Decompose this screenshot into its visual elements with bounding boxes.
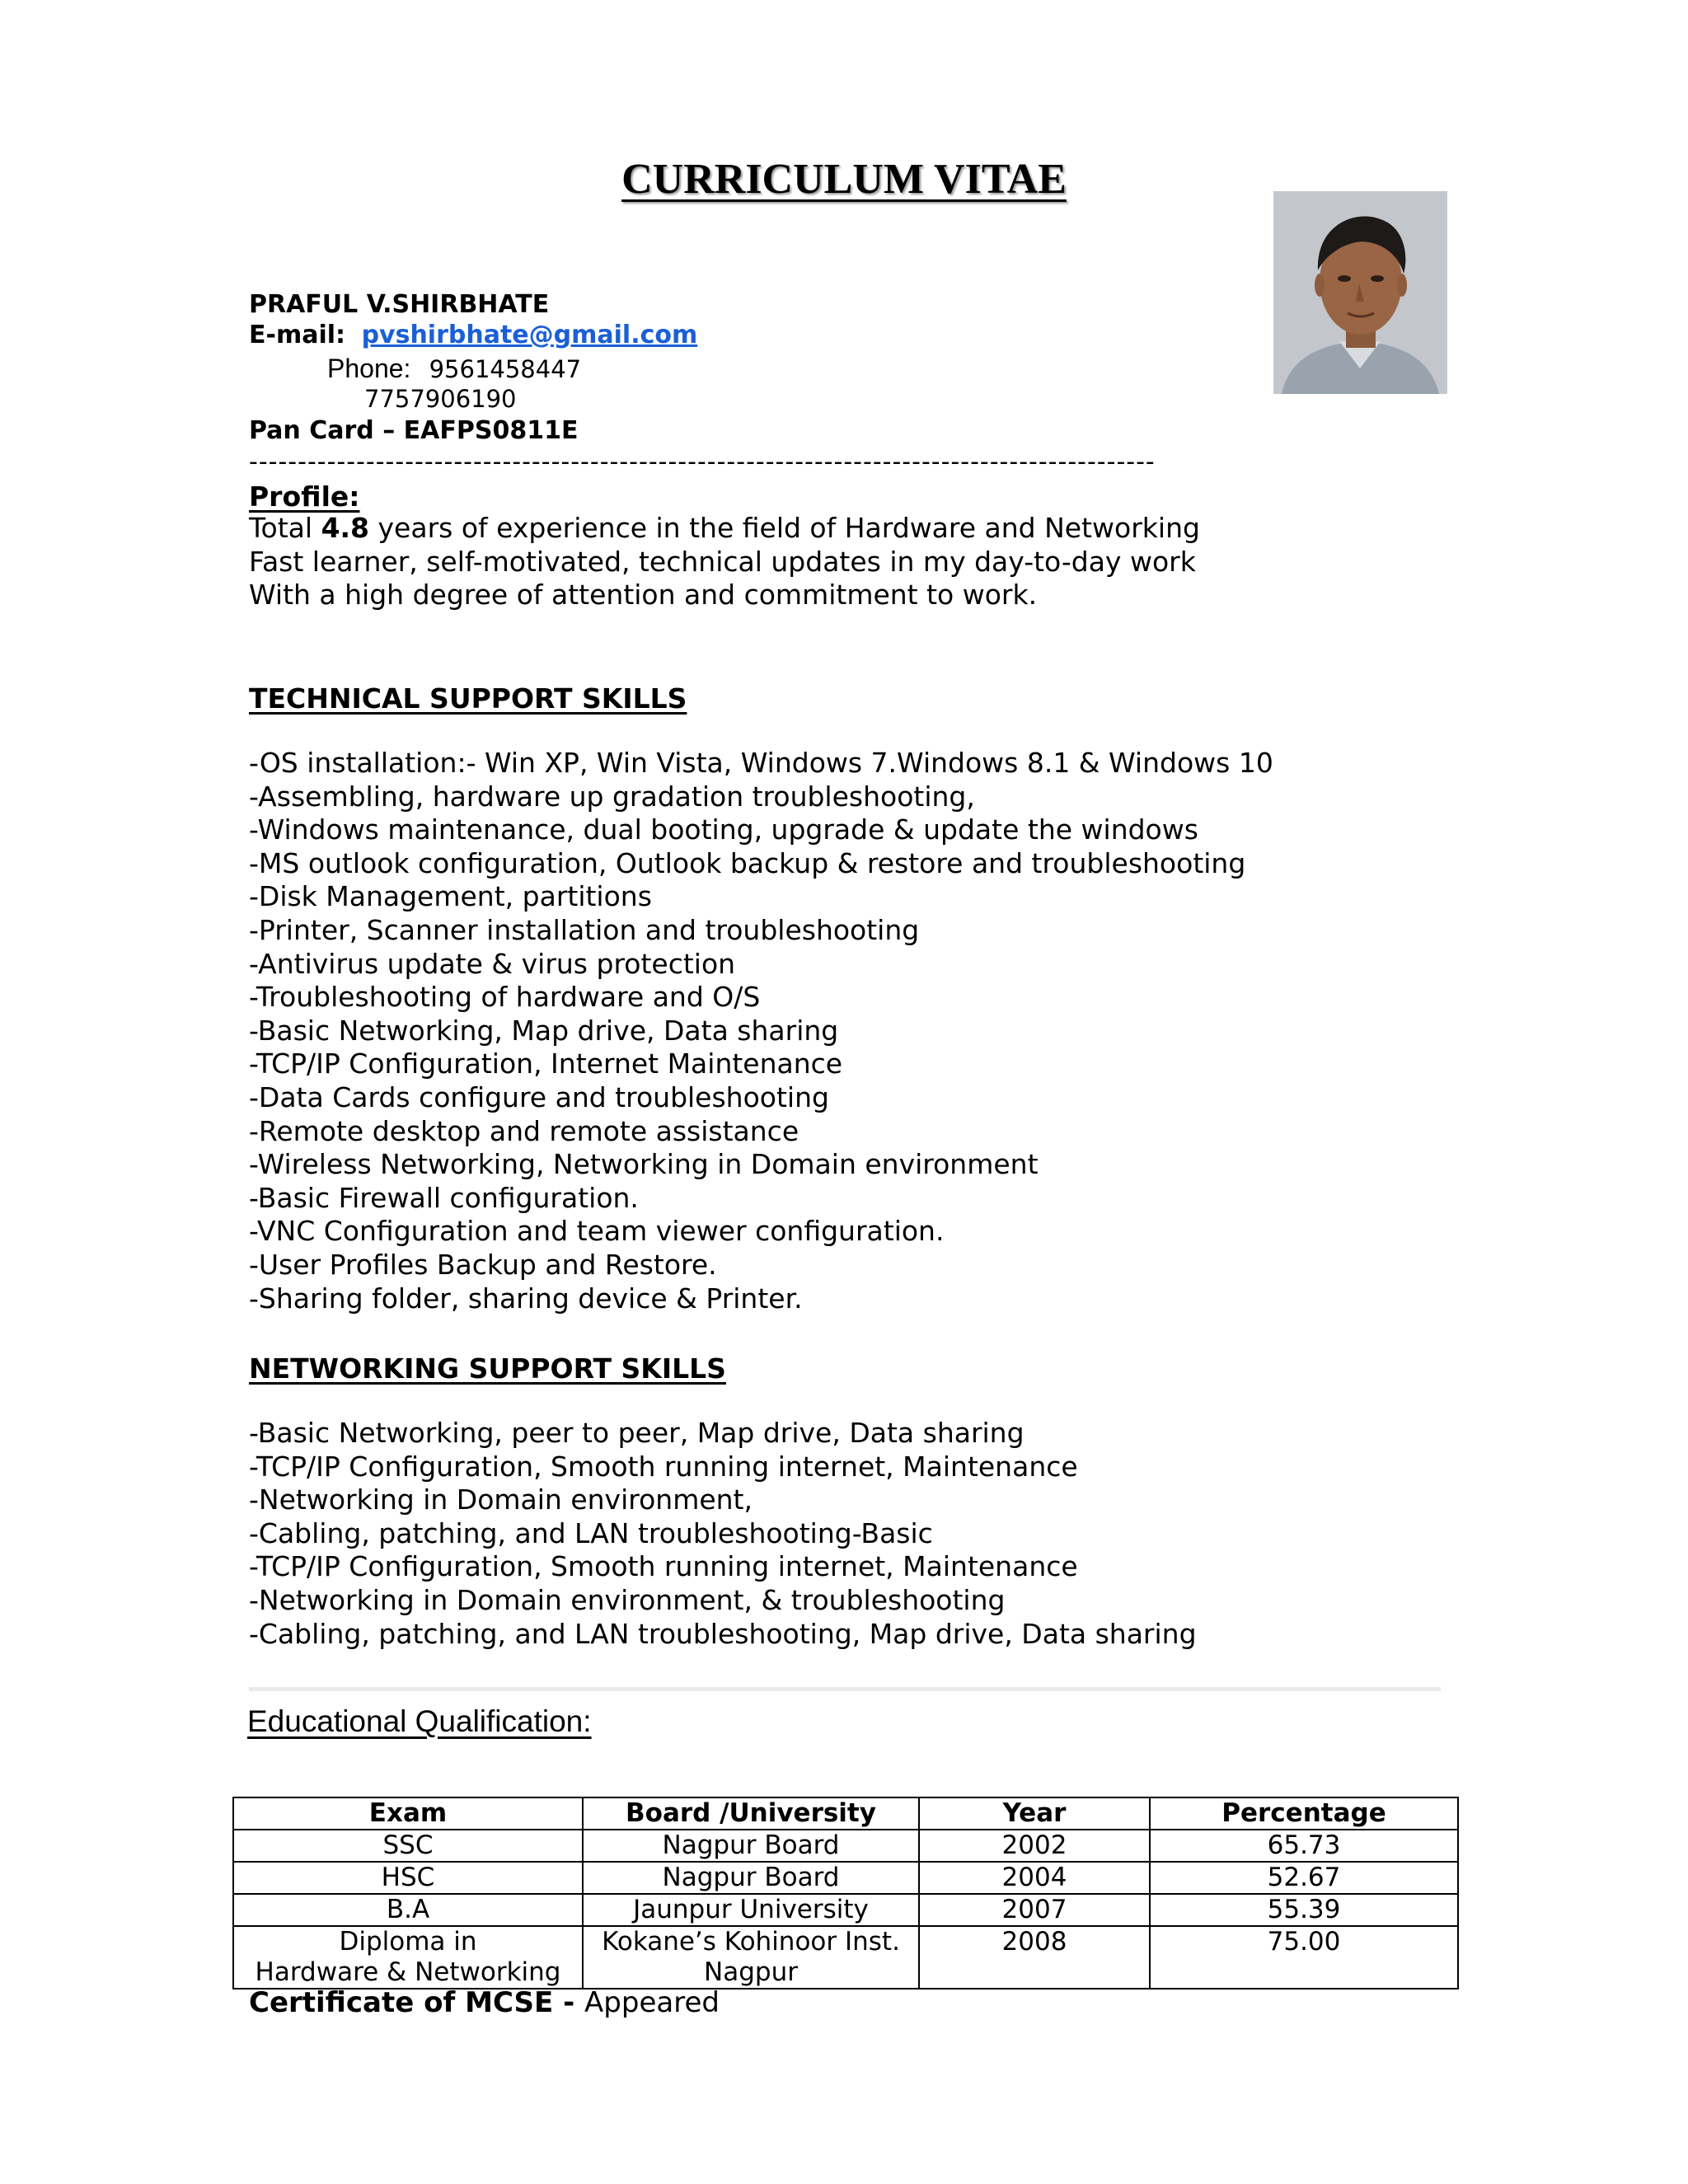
percentage-cell: 52.67 [1150,1862,1458,1894]
list-item: -Antivirus update & virus protection [249,947,736,980]
exam-cell: HSC [233,1862,583,1894]
profile-line-3: With a high degree of attention and commitment to work. [249,579,1038,612]
list-item: -Data Cards configure and troubleshooting [249,1080,829,1113]
year-cell: 2007 [919,1894,1150,1926]
list-item: -Wireless Networking, Networking in Domain environment [249,1148,1039,1181]
certificate-status: Appeared [584,1986,720,2019]
certificate-label: Certificate of MCSE - [249,1986,585,2019]
technical-skills-heading: TECHNICAL SUPPORT SKILLS [249,682,687,715]
exam-cell [233,1926,583,1989]
phone-label: Phone: [327,354,411,383]
board-cell-line-2: Nagpur [704,1957,798,1987]
table-row [233,1926,1458,1989]
list-item: -Basic Networking, peer to peer, Map drive, Data sharing [249,1417,1025,1449]
section-divider [249,1687,1441,1691]
experience-years: 4.8 [321,512,370,544]
column-header-exam: Exam [233,1797,583,1830]
exam-cell: SSC [233,1830,583,1862]
education-table [232,1797,1459,1990]
phone-row [327,353,581,384]
list-item: -Basic Networking, Map drive, Data sharing [249,1014,839,1047]
pan-card: Pan Card – EAFPS0811E [249,416,579,445]
profile-heading: Profile: [249,480,360,513]
board-cell-line-1: Kokane’s Kohinoor Inst. [602,1927,900,1957]
email-link[interactable]: pvshirbhate@gmail.com [361,321,698,349]
list-item: -VNC Configuration and team viewer configuration. [249,1215,945,1248]
column-header-board: Board /University [583,1797,919,1830]
list-item: -Basic Firewall configuration. [249,1181,639,1214]
list-item: -Cabling, patching, and LAN troubleshooting-Basic [249,1516,933,1549]
list-item: -User Profiles Backup and Restore. [249,1248,717,1281]
profile-line-1-start: Total [249,512,321,544]
table-row [233,1894,1458,1926]
exam-cell-line-2: Hardware & Networking [255,1957,561,1987]
board-cell: Jaunpur University [583,1894,919,1926]
year-cell: 2008 [919,1926,1150,1989]
list-item: -Troubleshooting of hardware and O/S [249,981,761,1014]
exam-cell-line-1: Diploma in [339,1927,477,1957]
separator-line: --------------------------------------------------------------------------------------------- [249,448,1156,476]
profile-line-1 [249,512,1200,546]
percentage-cell: 65.73 [1150,1830,1458,1862]
list-item: -Cabling, patching, and LAN troubleshooting, Map drive, Data sharing [249,1617,1197,1650]
list-item: -Sharing folder, sharing device & Printer. [249,1282,803,1315]
list-item: -MS outlook configuration, Outlook backup & restore and troubleshooting [249,846,1246,879]
list-item: -Windows maintenance, dual booting, upgrade & update the windows [249,813,1198,846]
email-row [249,321,697,349]
candidate-name: PRAFUL V.SHIRBHATE [249,290,550,319]
phone-primary: 9561458447 [429,355,582,383]
table-row [233,1862,1458,1894]
certificate-line [249,1986,720,2019]
board-cell [583,1926,919,1989]
profile-line-1-end: years of experience in the field of Hardware and Networking [369,512,1200,544]
table-row [233,1830,1458,1862]
networking-skills-heading: NETWORKING SUPPORT SKILLS [249,1352,726,1385]
list-item: -Networking in Domain environment, & troubleshooting [249,1583,1006,1616]
list-item: -TCP/IP Configuration, Smooth running internet, Maintenance [249,1450,1078,1483]
board-cell: Nagpur Board [583,1862,919,1894]
profile-photo-illustration [1273,191,1447,394]
email-label: E-mail: [249,321,346,349]
exam-cell: B.A [233,1894,583,1926]
list-item: -TCP/IP Configuration, Smooth running internet, Maintenance [249,1550,1078,1583]
education-heading: Educational Qualification: [247,1704,592,1738]
profile-line-2: Fast learner, self-motivated, technical updates in my day-to-day work [249,545,1196,578]
list-item: -Assembling, hardware up gradation troubleshooting, [249,780,975,813]
technical-skills-list [249,747,1273,1315]
phone-secondary: 7757906190 [364,385,517,413]
profile-text [249,512,1200,612]
percentage-cell: 75.00 [1150,1926,1458,1989]
list-item: -Printer, Scanner installation and troubleshooting [249,913,920,946]
year-cell: 2004 [919,1862,1150,1894]
list-item: -TCP/IP Configuration, Internet Maintenance [249,1047,843,1080]
column-header-percentage: Percentage [1150,1797,1458,1830]
document-title: CURRICULUM VITAE [621,156,1067,203]
year-cell: 2002 [919,1830,1150,1862]
list-item: -Disk Management, partitions [249,880,652,913]
list-item: -OS installation:- Win XP, Win Vista, Windows 7.Windows 8.1 & Windows 10 [249,747,1273,779]
list-item: -Networking in Domain environment, [249,1483,753,1516]
percentage-cell: 55.39 [1150,1894,1458,1926]
networking-skills-list [249,1417,1197,1651]
profile-photo [1273,191,1447,394]
list-item: -Remote desktop and remote assistance [249,1114,799,1147]
column-header-year: Year [919,1797,1150,1830]
table-header-row [233,1797,1458,1830]
board-cell: Nagpur Board [583,1830,919,1862]
